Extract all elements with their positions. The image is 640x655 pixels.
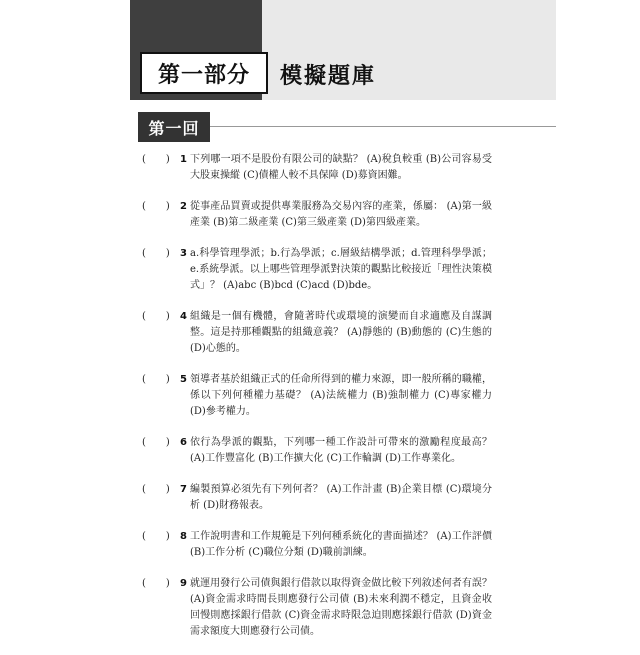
part-title: 模擬題庫 xyxy=(280,63,377,89)
question-item xyxy=(142,372,492,420)
question-text: 下列哪一項不是股份有限公司的缺點？ (A)稅負較重 (B)公司容易受大股東操縱 (C)債權人較不具保障 (D)募資困難。 xyxy=(190,154,492,181)
question-number: 6 xyxy=(180,437,187,448)
question-text: 編製預算必須先有下列何者？ (A)工作計畫 (B)企業目標 (C)環境分析 (D)財務報表。 xyxy=(190,484,492,511)
question-item xyxy=(142,435,492,467)
question-text: 領導者基於組織正式的任命所得到的權力來源，即一般所稱的職權，係以下列何種權力基礎？ (A)法統權力 (B)強制權力 (C)專家權力 (D)參考權力。 xyxy=(190,374,492,417)
answer-bracket: ( ) xyxy=(142,374,170,385)
question-number: 7 xyxy=(180,484,187,495)
question-text: 依行為學派的觀點，下列哪一種工作設計可帶來的激勵程度最高？ (A)工作豐富化 (B)工作擴大化 (C)工作輪調 (D)工作專業化。 xyxy=(190,437,492,464)
question-text: a.科學管理學派；b.行為學派；c.層級結構學派；d.管理科學學派；e.系統學派。以上哪些管理學派對決策的觀點比較接近「理性決策模式」？ (A)abc (B)bcd (C)acd (D)bde。 xyxy=(190,248,492,291)
question-text: 工作說明書和工作規範是下列何種系統化的書面描述？ (A)工作評價 (B)工作分析 (C)職位分類 (D)職前訓練。 xyxy=(190,531,492,558)
question-number: 5 xyxy=(180,374,187,385)
question-number: 1 xyxy=(180,154,187,165)
question-text: 就運用發行公司債與銀行借款以取得資金做比較下列敘述何者有誤？ (A)資金需求時間長則應發行公司債 (B)未來利潤不穩定，且資金收回慢則應採銀行借款 (C)資金需求時限急迫則應採銀行借款 (D)資金需求額度大則應發行公司債。 xyxy=(190,578,492,637)
question-number: 2 xyxy=(180,201,187,212)
part-label: 第一部分 xyxy=(140,52,268,94)
question-text: 組織是一個有機體，會隨著時代或環境的演變而自求適應及自謀調整。這是持那種觀點的組織意義？ (A)靜態的 (B)動態的 (C)生態的 (D)心態的。 xyxy=(190,311,492,354)
question-item xyxy=(142,199,492,231)
answer-bracket: ( ) xyxy=(142,437,170,448)
answer-bracket: ( ) xyxy=(142,248,170,259)
question-number: 4 xyxy=(180,311,187,322)
question-item xyxy=(142,246,492,294)
book-page xyxy=(130,0,556,640)
question-item xyxy=(142,482,492,514)
round-badge: 第一回 xyxy=(138,112,210,142)
answer-bracket: ( ) xyxy=(142,311,170,322)
question-number: 3 xyxy=(180,248,187,259)
question-number: 9 xyxy=(180,578,187,589)
question-list xyxy=(142,152,492,655)
answer-bracket: ( ) xyxy=(142,484,170,495)
question-number: 8 xyxy=(180,531,187,542)
section-divider xyxy=(210,126,556,127)
question-item xyxy=(142,309,492,357)
question-item xyxy=(142,152,492,184)
answer-bracket: ( ) xyxy=(142,578,170,589)
answer-bracket: ( ) xyxy=(142,201,170,212)
answer-bracket: ( ) xyxy=(142,531,170,542)
answer-bracket: ( ) xyxy=(142,154,170,165)
question-text: 從事產品買賣或提供專業服務為交易內容的產業，係屬： (A)第一級產業 (B)第二級產業 (C)第三級產業 (D)第四級產業。 xyxy=(190,201,492,228)
question-item xyxy=(142,576,492,640)
question-item xyxy=(142,529,492,561)
